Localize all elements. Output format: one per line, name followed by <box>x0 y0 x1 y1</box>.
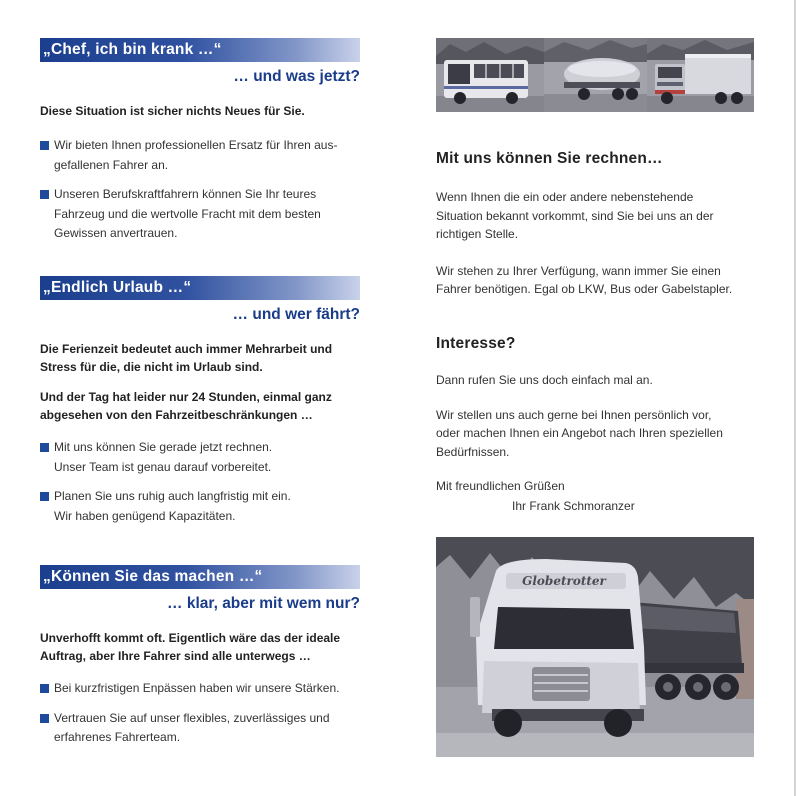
lead-text: Die Ferienzeit bedeutet auch immer Mehrarbeit und Stress für die, die nicht im Urlaub sind. <box>40 342 333 374</box>
truck-cab-lettering: Globetrotter <box>522 574 606 588</box>
bullet-list <box>40 679 360 748</box>
section-banner: „Können Sie das machen …“ <box>40 565 360 589</box>
paragraph-call: Dann rufen Sie uns doch einfach mal an. <box>436 373 653 387</box>
closing-greeting: Mit freundlichen Grüßen <box>436 479 565 493</box>
bullet-text: Mit uns können Sie gerade jetzt rechnen. Unser Team ist genau darauf vorbereitet. <box>54 440 273 474</box>
heading-interesse: Interesse? <box>436 335 516 352</box>
section-vacation <box>40 276 360 536</box>
bullet-square-icon <box>40 714 49 723</box>
lead-text: Unverhofft kommt oft. Eigentlich wäre das der ideale Auftrag, aber Ihre Fahrer sind alle unterwegs … <box>40 631 341 663</box>
heading-rechnen: Mit uns können Sie rechnen… <box>436 150 663 167</box>
bus-photo <box>436 38 544 112</box>
bullet-item <box>40 679 360 699</box>
bullet-text: Bei kurzfristigen Enpässen haben wir unsere Stärken. <box>54 681 340 695</box>
bullet-text: Wir bieten Ihnen professionellen Ersatz für Ihren aus- gefallenen Fahrer an. <box>54 138 338 172</box>
bullet-square-icon <box>40 492 49 501</box>
interest-block <box>436 335 754 515</box>
lead-text: Diese Situation ist sicher nichts Neues für Sie. <box>40 104 305 118</box>
bullet-square-icon <box>40 684 49 693</box>
bullet-square-icon <box>40 141 49 150</box>
tanker-photo <box>544 38 647 112</box>
section-sick <box>40 38 360 254</box>
offer-block <box>436 150 754 299</box>
paragraph-visit: Wir stellen uns auch gerne bei Ihnen persönlich vor, oder machen Ihnen ein Angebot nach Ihren speziellen Bedürfnissen. <box>436 407 723 459</box>
bullet-text: Unseren Berufskraftfahrern können Sie Ihr teures Fahrzeug und die wertvolle Fracht mit dem besten Gewissen anvertrauen. <box>54 187 321 240</box>
signature: Ihr Frank Schmoranzer <box>512 498 635 513</box>
bullet-item <box>40 709 360 748</box>
section-subhead: … und wer fährt? <box>232 306 360 323</box>
vehicle-photo-strip <box>436 38 754 112</box>
lead-text: Und der Tag hat leider nur 24 Stunden, einmal ganz abgesehen von den Fahrzeitbeschränkungen … <box>40 390 332 422</box>
truck-photo <box>647 38 754 112</box>
section-banner: „Endlich Urlaub …“ <box>40 276 360 300</box>
section-job <box>40 565 360 758</box>
bullet-text: Vertrauen Sie auf unser flexibles, zuverlässiges und erfahrenes Fahrerteam. <box>54 710 330 744</box>
bullet-text: Planen Sie uns ruhig auch langfristig mit ein. Wir haben genügend Kapazitäten. <box>54 489 291 523</box>
tanker-truck-photo <box>436 537 754 757</box>
bullet-square-icon <box>40 190 49 199</box>
section-subhead: … klar, aber mit wem nur? <box>167 595 360 612</box>
paragraph-situation: Wenn Ihnen die ein oder andere nebenstehende Situation bekannt vorkommt, sind Sie bei uns an der richtigen Stelle. <box>436 190 714 241</box>
bullet-square-icon <box>40 443 49 452</box>
bullet-list <box>40 438 360 526</box>
bullet-item <box>40 438 360 477</box>
bullet-list <box>40 136 360 244</box>
section-subhead: … und was jetzt? <box>233 68 360 85</box>
section-banner: „Chef, ich bin krank …“ <box>40 38 360 62</box>
paragraph-availability: Wir stehen zu Ihrer Verfügung, wann immer Sie einen Fahrer benötigen. Egal ob LKW, Bus oder Gabelstapler. <box>436 263 733 296</box>
bullet-item <box>40 185 360 244</box>
bullet-item <box>40 136 360 175</box>
bullet-item <box>40 487 360 526</box>
